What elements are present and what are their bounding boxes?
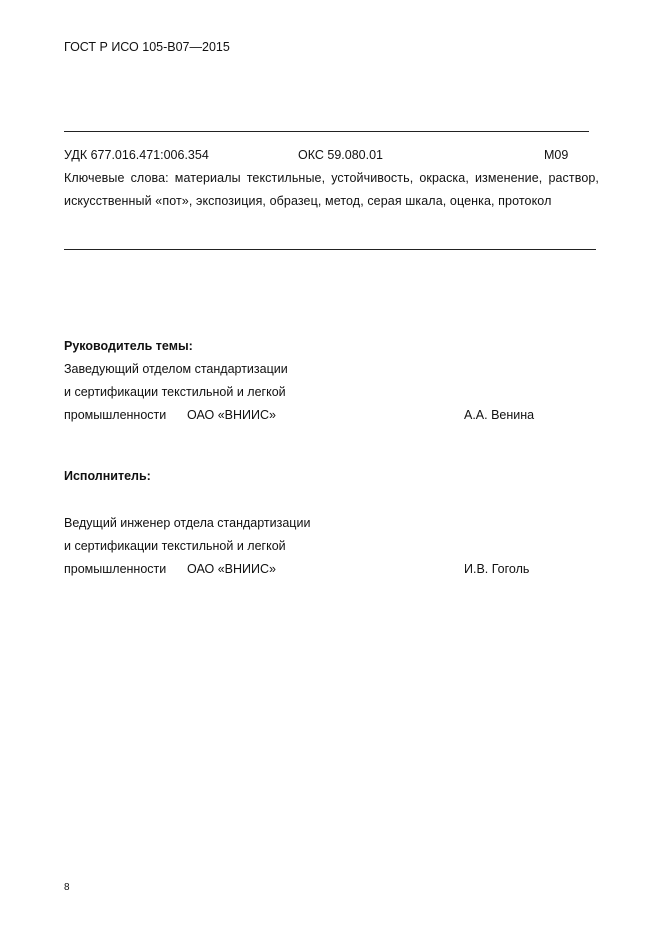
leader-name: А.А. Венина [464, 408, 535, 422]
udk-code: УДК 677.016.471:006.354 [64, 148, 209, 162]
leader-organization: ОАО «ВНИИС» [187, 408, 276, 422]
executor-organization: ОАО «ВНИИС» [187, 562, 276, 576]
leader-position-line1: Заведующий отделом стандартизации [64, 362, 288, 376]
executor-name: И.В. Гоголь [464, 562, 530, 576]
executor-heading: Исполнитель: [64, 469, 151, 483]
leader-heading: Руководитель темы: [64, 339, 193, 353]
oks-code: ОКС 59.080.01 [298, 148, 383, 162]
top-divider [64, 131, 589, 132]
document-code: ГОСТ Р ИСО 105-B07—2015 [64, 40, 230, 54]
executor-position-line2: и сертификации текстильной и легкой [64, 539, 286, 553]
bottom-divider [64, 249, 596, 250]
executor-position-line3: промышленности [64, 562, 167, 576]
classification-code: М09 [544, 148, 569, 162]
leader-position-line2: и сертификации текстильной и легкой [64, 385, 286, 399]
leader-position-line3: промышленности [64, 408, 167, 422]
keywords-paragraph: Ключевые слова: материалы текстильные, устойчивость, окраска, изменение, раствор, искусственный «пот», экспозиция, образец, метод, серая шкала, оценка, протокол [64, 171, 599, 208]
executor-position-line1: Ведущий инженер отдела стандартизации [64, 516, 311, 530]
page-number: 8 [64, 882, 70, 893]
